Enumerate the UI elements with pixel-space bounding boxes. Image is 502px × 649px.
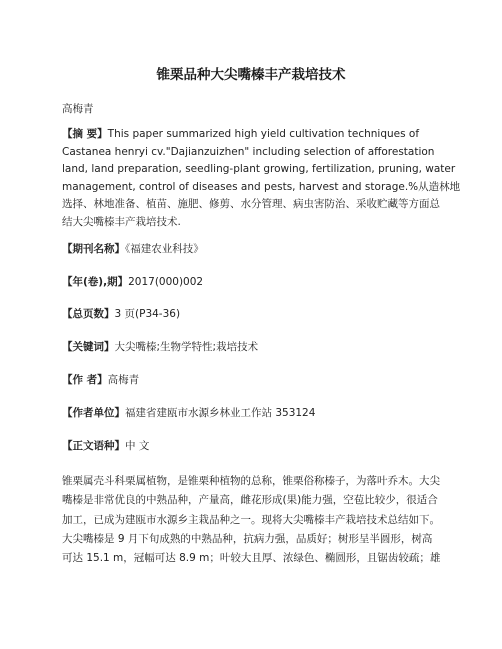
body-line: 可达 15.1 m，冠幅可达 8.9 m；叶较大且厚、浓绿色、椭圆形，且锯齿较疏；雄 [62, 552, 441, 565]
abstract-line: 【摘 要】This paper summarized high yield cultivation techniques of [62, 128, 420, 140]
document-title: 锥栗品种大尖嘴榛丰产栽培技术 [156, 67, 346, 83]
meta-year-issue: 【年(卷),期】2017(000)002 [62, 276, 204, 288]
meta-author: 【作 者】高梅青 [62, 374, 140, 386]
meta-keywords: 【关键词】大尖嘴榛;生物学特性;栽培技术 [62, 341, 259, 353]
body-line: 嘴榛是非常优良的中熟品种，产量高，雌花形成(果)能力强，空苞比较少，很适合 [62, 494, 438, 507]
body-text [62, 472, 442, 568]
meta-language: 【正文语种】中 文 [62, 440, 150, 452]
abstract-line: Castanea henryi cv."Dajianzuizhen" including selection of afforestation [62, 145, 435, 158]
meta-journal: 【期刊名称】《福建农业科技》 [62, 243, 204, 255]
body-line: 加工，已成为建瓯市水源乡主栽品种之一。现将大尖嘴榛丰产栽培技术总结如下。 [62, 513, 440, 526]
abstract-line: management, control of diseases and pests, harvest and storage.%从造林地 [62, 180, 461, 193]
meta-affiliation: 【作者单位】福建省建瓯市水源乡林业工作站 353124 [62, 407, 316, 419]
abstract-label: 【摘 要】 [62, 128, 108, 140]
abstract-line: land, land preparation, seedling-plant growing, fertilization, pruning, water [62, 163, 456, 176]
body-line: 锥栗属壳斗科栗属植物，是锥栗种植物的总称，锥栗俗称榛子，为落叶乔木。大尖 [62, 475, 440, 487]
author-name: 高梅青 [62, 103, 94, 115]
meta-pages: 【总页数】3 页(P34-36) [62, 308, 181, 320]
body-line: 大尖嘴榛是 9 月下旬成熟的中熟品种，抗病力强，品质好；树形呈半圆形，树高 [62, 532, 433, 545]
abstract-line: 选择、林地准备、植苗、施肥、修剪、水分管理、病虫害防治、采收贮藏等方面总 [62, 198, 440, 211]
abstract-line: 结大尖嘴榛丰产栽培技术. [62, 215, 181, 228]
abstract-section [62, 126, 461, 232]
